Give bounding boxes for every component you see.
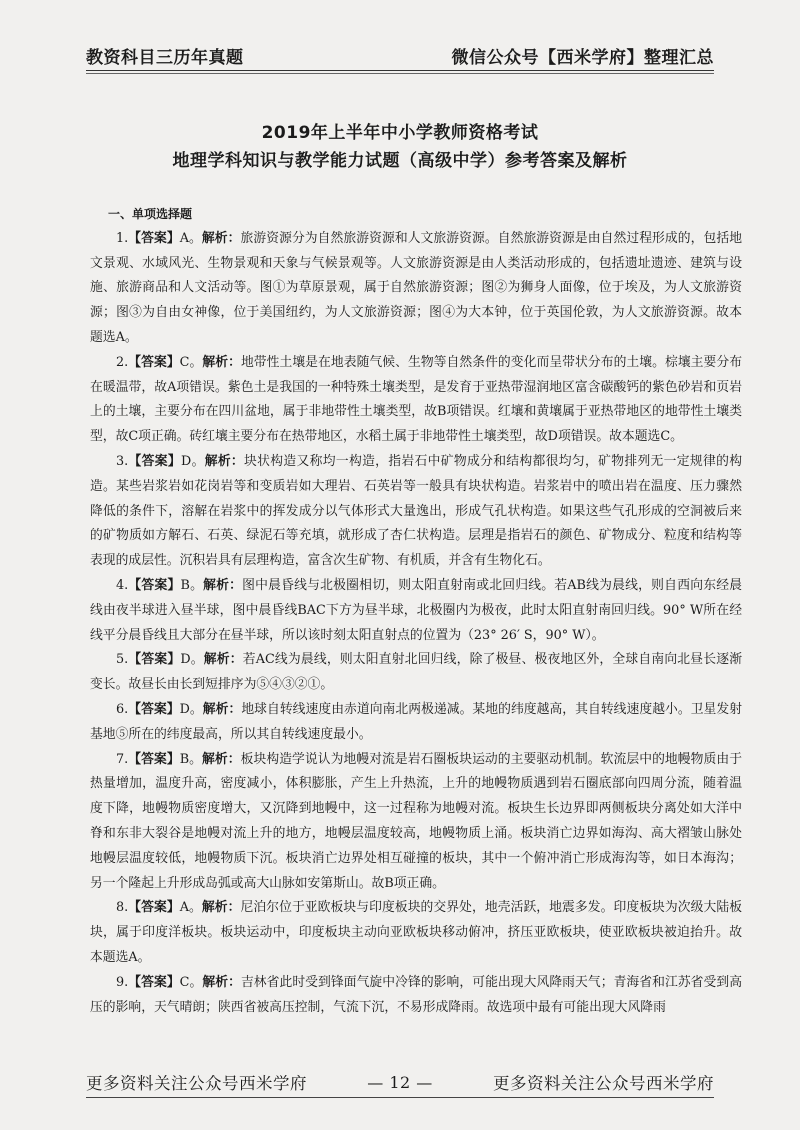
answer-label: 【答案】 xyxy=(128,230,180,246)
answer-value: B。 xyxy=(179,751,203,767)
answer-number: 6. xyxy=(116,701,129,717)
header-divider-secondary xyxy=(86,73,714,74)
analysis-label: 解析： xyxy=(202,974,241,990)
header-left: 教资科目三历年真题 xyxy=(86,48,244,68)
analysis-text: 地带性土壤是在地表随气候、生物等自然条件的变化而呈带状分布的土壤。棕壤主要分布在暖温带，故A项错误。紫色土是我国的一种特殊土壤类型，是发育于亚热带湿润地区富含碳酸钙的紫色砂岩和页岩上的土壤，主要分布在四川盆地，属于非地带性土壤类型，故B项错误。红壤和黄壤属于亚热带地区的地带性土壤类型，故C项正确。砖红壤主要分布在热带地区，水稻土属于非地带性土壤类型，故D项错误。故本题选C。 xyxy=(90,354,743,445)
answer-label: 【答案】 xyxy=(128,900,180,916)
footer-left: 更多资料关注公众号西米学府 xyxy=(86,1074,307,1093)
answer-value: C。 xyxy=(179,354,203,370)
page-footer xyxy=(86,1070,714,1094)
analysis-text: 吉林省此时受到锋面气旋中冷锋的影响，可能出现大风降雨天气；青海省和江苏省受到高压的影响，天气晴朗；陕西省被高压控制，气流下沉，不易形成降雨。故选项中最有可能出现大风降雨 xyxy=(90,974,743,1015)
answer-item xyxy=(90,698,742,748)
analysis-text: 板块构造学说认为地幔对流是岩石圈板块运动的主要驱动机制。软流层中的地幔物质由于热量增加，温度升高，密度减小，体积膨胀，产生上升热流，上升的地幔物质遇到岩石圈底部向四周分流，随着温度下降，地幔物质密度增大，又沉降到地幔中，这一过程称为地幔对流。板块生长边界即两侧板块分离处如大洋中脊和东非大裂谷是地幔对流上升的地方，地幔层温度较高，地幔物质上涌。板块消亡边界如海沟、高大褶皱山脉处地幔层温度较低，地幔物质下沉。板块消亡边界处相互碰撞的板块，其中一个俯冲消亡形成海沟等，如日本海沟；另一个隆起上升形成岛弧或高大山脉如安第斯山。故B项正确。 xyxy=(90,751,743,891)
analysis-label: 解析： xyxy=(201,900,241,916)
footer-right: 更多资料关注公众号西米学府 xyxy=(493,1074,714,1093)
answer-label: 【答案】 xyxy=(128,354,180,370)
answer-item xyxy=(90,648,742,698)
answer-number: 5. xyxy=(116,652,129,668)
analysis-label: 解析： xyxy=(201,230,241,246)
answer-item xyxy=(90,748,742,897)
answer-number: 7. xyxy=(116,751,129,767)
analysis-label: 解析： xyxy=(203,577,243,593)
analysis-text: 尼泊尔位于亚欧板块与印度板块的交界处，地壳活跃，地震多发。印度板块为次级大陆板块，属于印度洋板块。板块运动中，印度板块主动向亚欧板块移动俯冲，挤压亚欧板块，使亚欧板块被迫抬升。故本题选A。 xyxy=(90,900,743,965)
answer-item xyxy=(90,450,742,574)
page-header xyxy=(86,38,714,68)
answer-value: C。 xyxy=(179,974,203,990)
document-title-line2: 地理学科知识与教学能力试题（高级中学）参考答案及解析 xyxy=(172,151,628,171)
answer-value: B。 xyxy=(180,577,204,593)
answer-number: 2. xyxy=(116,354,129,370)
answer-item xyxy=(90,574,742,648)
analysis-label: 解析： xyxy=(204,453,245,469)
answer-label: 【答案】 xyxy=(128,577,181,593)
answer-value: A。 xyxy=(179,900,202,916)
analysis-text: 若AC线为晨线，则太阳直射北回归线，除了极昼、极夜地区外，全球自南向北昼长逐渐变长。故昼长由长到短排序为⑤④③②①。 xyxy=(90,652,743,693)
answer-label: 【答案】 xyxy=(128,652,181,668)
answer-value: D。 xyxy=(181,453,205,469)
section-heading: 一、单项选择题 xyxy=(108,207,193,221)
answer-number: 1. xyxy=(116,230,129,246)
answer-label: 【答案】 xyxy=(128,974,180,990)
answer-item xyxy=(90,896,742,970)
page-number: — 12 — xyxy=(367,1072,433,1092)
analysis-text: 块状构造又称均一构造，指岩石中矿物成分和结构都很均匀，矿物排列无一定规律的构造。某些岩浆岩如花岗岩等和变质岩如大理岩、石英岩等一般具有块状构造。岩浆岩中的喷出岩在温度、压力骤然降低的条件下，溶解在岩浆中的挥发成分以气体形式大量逸出，形成气孔状构造。如果这些气孔形成的空洞被后来的矿物质如方解石、石英、绿泥石等充填，就形成了杏仁状构造。层理是指岩石的颜色、矿物成分、粒度和结构等表现的成层性。沉积岩具有层理构造，富含次生矿物、有机质，并含有生物化石。 xyxy=(90,453,743,569)
answer-item xyxy=(90,227,742,351)
answer-number: 8. xyxy=(116,900,129,916)
answer-label: 【答案】 xyxy=(128,453,181,469)
document-title-line1: 2019年上半年中小学教师资格考试 xyxy=(261,123,539,143)
analysis-label: 解析： xyxy=(202,701,242,717)
answer-value: A。 xyxy=(179,230,202,246)
answer-list xyxy=(90,227,742,1021)
answer-number: 3. xyxy=(116,453,129,469)
header-divider xyxy=(86,70,714,71)
answer-label: 【答案】 xyxy=(128,751,180,767)
answer-label: 【答案】 xyxy=(128,701,180,717)
header-right: 微信公众号【西米学府】整理汇总 xyxy=(451,48,714,68)
answer-number: 4. xyxy=(116,577,129,593)
answer-value: D。 xyxy=(179,701,203,717)
analysis-label: 解析： xyxy=(202,354,241,370)
answer-item xyxy=(90,351,742,450)
answer-value: D。 xyxy=(180,652,204,668)
answer-number: 9. xyxy=(116,974,129,990)
answer-item xyxy=(90,971,742,1021)
analysis-label: 解析： xyxy=(202,751,241,767)
analysis-text: 图中晨昏线与北极圈相切，则太阳直射南或北回归线。若AB线为晨线，则自西向东经晨线由夜半球进入昼半球，图中晨昏线BAC下方为昼半球，北极圈内为极夜，此时太阳直射南回归线。90° W所在经线平分晨昏线且大部分在昼半球，所以该时刻太阳直射点的位置为（23° 26′ S，90° W）。 xyxy=(90,577,743,643)
analysis-label: 解析： xyxy=(203,652,243,668)
analysis-text: 旅游资源分为自然旅游资源和人文旅游资源。自然旅游资源是由自然过程形成的，包括地文景观、水域风光、生物景观和天象与气候景观等。人文旅游资源是由人类活动形成的，包括遗址遗迹、建筑与设施、旅游商品和人文活动等。图①为草原景观，属于自然旅游资源；图②为狮身人面像，位于埃及，为人文旅游资源；图③为自由女神像，位于美国纽约，为人文旅游资源；图④为大本钟，位于英国伦敦，为人文旅游资源。故本题选A。 xyxy=(90,230,743,345)
analysis-text: 地球自转线速度由赤道向南北两极递减。某地的纬度越高，其自转线速度越小。卫星发射基地⑤所在的纬度最高，所以其自转线速度最小。 xyxy=(90,701,743,742)
footer-divider xyxy=(86,1097,714,1098)
document-body xyxy=(90,202,742,1020)
